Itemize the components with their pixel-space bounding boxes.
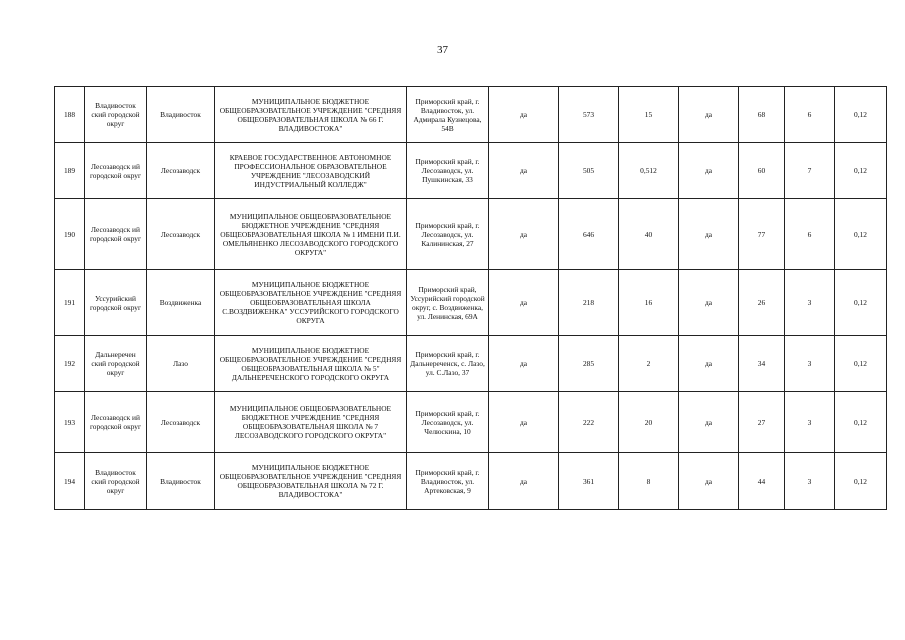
institution-name-cell: МУНИЦИПАЛЬНОЕ ОБЩЕОБРАЗОВАТЕЛЬНОЕ БЮДЖЕТНОЕ УЧРЕЖДЕНИЕ "СРЕДНЯЯ ОБЩЕОБРАЗОВАТЕЛЬНАЯ ШКОЛА № 7 ЛЕСОЗАВОДСКОГО ГОРОДСКОГО ОКРУГА": [215, 392, 407, 453]
flag-cell-1: да: [489, 453, 559, 510]
value-cell-5: 0,12: [835, 87, 887, 143]
value-cell-2: 16: [619, 270, 679, 336]
locality-cell: Лесозаводск: [147, 199, 215, 270]
value-cell-1: 573: [559, 87, 619, 143]
value-cell-4: 6: [785, 199, 835, 270]
flag-cell-2: да: [679, 270, 739, 336]
table-row: [55, 87, 887, 143]
table-row: [55, 143, 887, 199]
flag-cell-1: да: [489, 143, 559, 199]
institution-name-cell: МУНИЦИПАЛЬНОЕ БЮДЖЕТНОЕ ОБЩЕОБРАЗОВАТЕЛЬНОЕ УЧРЕЖДЕНИЕ "СРЕДНЯЯ ОБЩЕОБРАЗОВАТЕЛЬНАЯ ШКОЛА С.ВОЗДВИЖЕНКА" УССУРИЙСКОГО ГОРОДСКОГО ОКРУГА: [215, 270, 407, 336]
value-cell-5: 0,12: [835, 143, 887, 199]
table-row: [55, 199, 887, 270]
district-cell: Владивосток ский городской округ: [85, 87, 147, 143]
flag-cell-2: да: [679, 87, 739, 143]
district-cell: Лесозаводск ий городской округ: [85, 199, 147, 270]
value-cell-3: 44: [739, 453, 785, 510]
page-number: 37: [437, 44, 448, 56]
value-cell-1: 285: [559, 336, 619, 392]
row-number: 188: [55, 87, 85, 143]
flag-cell-1: да: [489, 87, 559, 143]
address-cell: Приморский край, г. Лесозаводск, ул. Пушкинская, 33: [407, 143, 489, 199]
locality-cell: Лазо: [147, 336, 215, 392]
value-cell-5: 0,12: [835, 336, 887, 392]
value-cell-2: 20: [619, 392, 679, 453]
value-cell-2: 40: [619, 199, 679, 270]
value-cell-1: 218: [559, 270, 619, 336]
address-cell: Приморский край, г. Владивосток, ул. Артековская, 9: [407, 453, 489, 510]
schools-table: [54, 86, 887, 510]
value-cell-5: 0,12: [835, 270, 887, 336]
flag-cell-2: да: [679, 453, 739, 510]
value-cell-4: 3: [785, 392, 835, 453]
address-cell: Приморский край, г. Лесозаводск, ул. Челюскина, 10: [407, 392, 489, 453]
locality-cell: Владивосток: [147, 87, 215, 143]
value-cell-5: 0,12: [835, 199, 887, 270]
flag-cell-1: да: [489, 199, 559, 270]
table-row: [55, 453, 887, 510]
value-cell-2: 8: [619, 453, 679, 510]
flag-cell-2: да: [679, 143, 739, 199]
value-cell-3: 60: [739, 143, 785, 199]
row-number: 192: [55, 336, 85, 392]
district-cell: Уссурийский городской округ: [85, 270, 147, 336]
value-cell-4: 3: [785, 453, 835, 510]
value-cell-2: 0,512: [619, 143, 679, 199]
value-cell-3: 27: [739, 392, 785, 453]
value-cell-4: 6: [785, 87, 835, 143]
flag-cell-2: да: [679, 199, 739, 270]
row-number: 190: [55, 199, 85, 270]
row-number: 189: [55, 143, 85, 199]
district-cell: Дальнеречен ский городской округ: [85, 336, 147, 392]
flag-cell-2: да: [679, 392, 739, 453]
district-cell: Лесозаводск ий городской округ: [85, 392, 147, 453]
value-cell-3: 34: [739, 336, 785, 392]
value-cell-4: 7: [785, 143, 835, 199]
institution-name-cell: МУНИЦИПАЛЬНОЕ БЮДЖЕТНОЕ ОБЩЕОБРАЗОВАТЕЛЬНОЕ УЧРЕЖДЕНИЕ "СРЕДНЯЯ ОБЩЕОБРАЗОВАТЕЛЬНАЯ ШКОЛА № 66 Г. ВЛАДИВОСТОКА": [215, 87, 407, 143]
district-cell: Лесозаводск ий городской округ: [85, 143, 147, 199]
address-cell: Приморский край, г. Владивосток, ул. Адмирала Кузнецова, 54В: [407, 87, 489, 143]
value-cell-1: 222: [559, 392, 619, 453]
locality-cell: Владивосток: [147, 453, 215, 510]
value-cell-3: 68: [739, 87, 785, 143]
flag-cell-1: да: [489, 270, 559, 336]
address-cell: Приморский край, г. Дальнереченск, с. Лазо, ул. С.Лазо, 37: [407, 336, 489, 392]
table-row: [55, 392, 887, 453]
institution-name-cell: МУНИЦИПАЛЬНОЕ БЮДЖЕТНОЕ ОБЩЕОБРАЗОВАТЕЛЬНОЕ УЧРЕЖДЕНИЕ "СРЕДНЯЯ ОБЩЕОБРАЗОВАТЕЛЬНАЯ ШКОЛА № 72 Г. ВЛАДИВОСТОКА": [215, 453, 407, 510]
locality-cell: Воздвиженка: [147, 270, 215, 336]
locality-cell: Лесозаводск: [147, 143, 215, 199]
district-cell: Владивосток ский городской округ: [85, 453, 147, 510]
table-row: [55, 336, 887, 392]
row-number: 191: [55, 270, 85, 336]
flag-cell-1: да: [489, 336, 559, 392]
value-cell-5: 0,12: [835, 392, 887, 453]
row-number: 193: [55, 392, 85, 453]
value-cell-1: 505: [559, 143, 619, 199]
flag-cell-1: да: [489, 392, 559, 453]
value-cell-2: 2: [619, 336, 679, 392]
value-cell-4: 3: [785, 336, 835, 392]
value-cell-4: 3: [785, 270, 835, 336]
address-cell: Приморский край, Уссурийский городской округ, с. Воздвиженка, ул. Ленинская, 69А: [407, 270, 489, 336]
table-row: [55, 270, 887, 336]
value-cell-2: 15: [619, 87, 679, 143]
value-cell-5: 0,12: [835, 453, 887, 510]
institution-name-cell: КРАЕВОЕ ГОСУДАРСТВЕННОЕ АВТОНОМНОЕ ПРОФЕССИОНАЛЬНОЕ ОБРАЗОВАТЕЛЬНОЕ УЧРЕЖДЕНИЕ "ЛЕСОЗАВОДСКИЙ ИНДУСТРИАЛЬНЫЙ КОЛЛЕДЖ": [215, 143, 407, 199]
locality-cell: Лесозаводск: [147, 392, 215, 453]
value-cell-3: 26: [739, 270, 785, 336]
flag-cell-2: да: [679, 336, 739, 392]
value-cell-1: 361: [559, 453, 619, 510]
row-number: 194: [55, 453, 85, 510]
value-cell-1: 646: [559, 199, 619, 270]
value-cell-3: 77: [739, 199, 785, 270]
institution-name-cell: МУНИЦИПАЛЬНОЕ БЮДЖЕТНОЕ ОБЩЕОБРАЗОВАТЕЛЬНОЕ УЧРЕЖДЕНИЕ "СРЕДНЯЯ ОБЩЕОБРАЗОВАТЕЛЬНАЯ ШКОЛА № 5" ДАЛЬНЕРЕЧЕНСКОГО ГОРОДСКОГО ОКРУГА: [215, 336, 407, 392]
address-cell: Приморский край, г. Лесозаводск, ул. Калининская, 27: [407, 199, 489, 270]
institution-name-cell: МУНИЦИПАЛЬНОЕ ОБЩЕОБРАЗОВАТЕЛЬНОЕ БЮДЖЕТНОЕ УЧРЕЖДЕНИЕ "СРЕДНЯЯ ОБЩЕОБРАЗОВАТЕЛЬНАЯ ШКОЛА № 1 ИМЕНИ П.И. ОМЕЛЬЯНЕНКО ЛЕСОЗАВОДСКОГО ГОРОДСКОГО ОКРУГА": [215, 199, 407, 270]
